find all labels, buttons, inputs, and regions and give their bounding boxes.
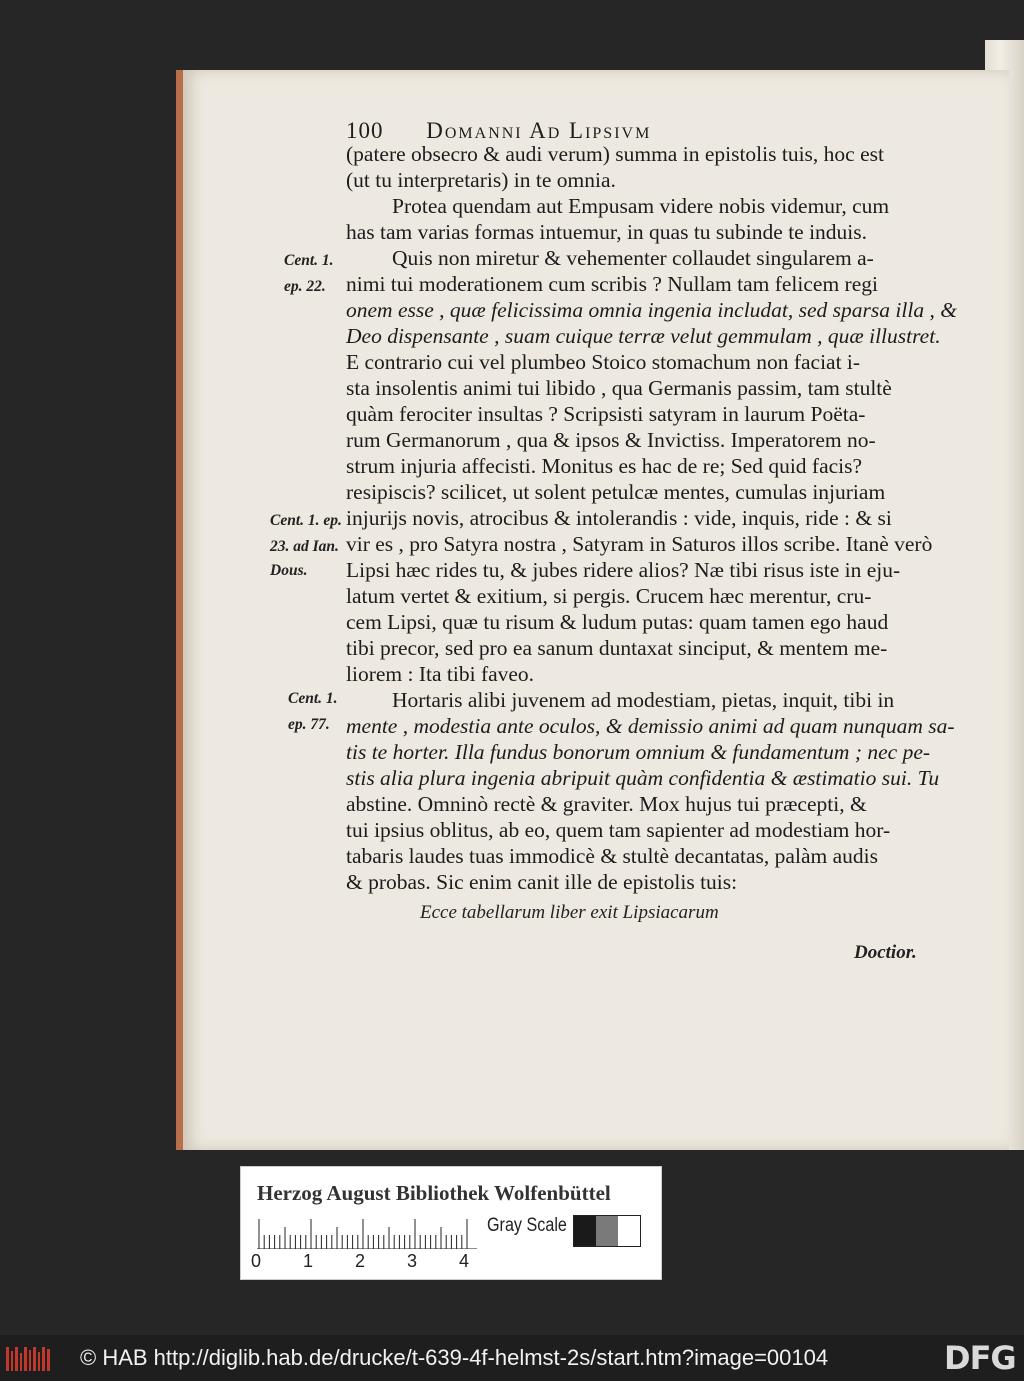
text-line: E contrario cui vel plumbeo Stoico stomachum non faciat i- xyxy=(346,350,861,374)
text-line: Lipsi hæc rides tu, & jubes ridere alios? Næ tibi risus iste in eju- xyxy=(346,558,901,582)
text-line: cem Lipsi, quæ tu risum & ludum putas: quam tamen ego haud xyxy=(346,610,889,634)
margin-note: ep. 77. xyxy=(288,716,330,733)
gray-swatch-dark xyxy=(574,1216,596,1246)
margin-note: Cent. 1. xyxy=(284,252,334,269)
text-line: Quis non miretur & vehementer collaudet singularem a- xyxy=(392,246,874,270)
page-header xyxy=(346,118,946,144)
text-line: rum Germanorum , qua & ipsos & Invictiss. Imperatorem no- xyxy=(346,428,876,452)
text-line: tis te horter. Illa fundus bonorum omnium & fundamentum ; nec pe- xyxy=(346,740,931,764)
text-line: has tam varias formas intuemur, in quas tu subinde te induis. xyxy=(346,220,868,244)
barcode-logo-icon xyxy=(6,1347,50,1371)
ruler-number: 1 xyxy=(303,1251,314,1271)
gray-swatch-light xyxy=(618,1216,640,1246)
text-line: vir es , pro Satyra nostra , Satyram in Saturos illos scribe. Itanè verò xyxy=(346,532,933,556)
ruler-number: 4 xyxy=(459,1251,470,1271)
library-name: Herzog August Bibliothek Wolfenbüttel xyxy=(257,1181,611,1205)
ruler-number: 2 xyxy=(355,1251,366,1271)
text-line: Deo dispensante , suam cuique terræ velut gemmulam , quæ illustret. xyxy=(346,324,941,348)
text-line: quàm ferociter insultas ? Scripsisti satyram in laurum Poëta- xyxy=(346,402,866,426)
gray-scale-swatches xyxy=(573,1215,641,1247)
text-line: stis alia plura ingenia abripuit quàm confidentia & æstimatio sui. Tu xyxy=(346,766,940,790)
margin-note: 23. ad Ian. xyxy=(270,538,339,555)
ruler-numbers xyxy=(251,1251,481,1273)
text-line: abstine. Omninò rectè & graviter. Mox hujus tui præcepti, & xyxy=(346,792,867,816)
ruler-number: 0 xyxy=(251,1251,262,1271)
text-line: nimi tui moderationem cum scribis ? Nullam tam felicem regi xyxy=(346,272,878,296)
text-line: tabaris laudes tuas immodicè & stultè decantatas, palàm audis xyxy=(346,844,878,868)
dfg-logo: DFG xyxy=(944,1339,1016,1377)
ruler-icon xyxy=(257,1213,477,1249)
text-line: liorem : Ita tibi faveo. xyxy=(346,662,535,686)
viewer-footer xyxy=(0,1335,1024,1381)
text-line: tibi precor, sed pro ea sanum duntaxat sinciput, & mentem me- xyxy=(346,636,888,660)
text-line: mente , modestia ante oculos, & demissio animi ad quam nunquam sa- xyxy=(346,714,955,738)
text-line: strum injuria affecisti. Monitus es hac de re; Sed quid facis? xyxy=(346,454,863,478)
text-line: (patere obsecro & audi verum) summa in epistolis tuis, hoc est xyxy=(346,142,884,166)
margin-note: ep. 22. xyxy=(284,278,326,295)
margin-note: Dous. xyxy=(270,562,308,579)
catchword: Doctior. xyxy=(854,942,917,963)
gray-scale-label: Gray Scale xyxy=(487,1215,567,1236)
text-line: resipiscis? scilicet, ut solent petulcæ mentes, cumulas injuriam xyxy=(346,480,886,504)
margin-note: Cent. 1. ep. xyxy=(270,512,342,529)
text-line: onem esse , quæ felicissima omnia ingenia includat, sed sparsa illa , & xyxy=(346,298,957,322)
running-head: Domanni Ad Lipsivm xyxy=(426,118,652,143)
margin-note: Cent. 1. xyxy=(288,690,338,707)
text-line: Protea quendam aut Empusam videre nobis videmur, cum xyxy=(392,194,890,218)
gray-swatch-mid xyxy=(596,1216,618,1246)
text-line: (ut tu interpretaris) in te omnia. xyxy=(346,168,616,192)
ruler-number: 3 xyxy=(407,1251,418,1271)
text-line: Hortaris alibi juvenem ad modestiam, pietas, inquit, tibi in xyxy=(392,688,895,712)
library-color-card xyxy=(240,1166,662,1280)
text-line: tui ipsius oblitus, ab eo, quem tam sapienter ad modestiam hor- xyxy=(346,818,891,842)
verse-line: Ecce tabellarum liber exit Lipsiacarum xyxy=(420,902,719,923)
text-line: & probas. Sic enim canit ille de epistolis tuis: xyxy=(346,870,738,894)
text-line: sta insolentis animi tui libido , qua Germanis passim, tam stultè xyxy=(346,376,892,400)
page-number: 100 xyxy=(346,118,384,143)
text-line: latum vertet & exitium, si pergis. Crucem hæc merentur, cru- xyxy=(346,584,872,608)
text-line: injurijs novis, atrocibus & intolerandis : vide, inquis, ride : & si xyxy=(346,506,892,530)
source-url: © HAB http://diglib.hab.de/drucke/t-639-4f-helmst-2s/start.htm?image=00104 xyxy=(80,1345,829,1370)
